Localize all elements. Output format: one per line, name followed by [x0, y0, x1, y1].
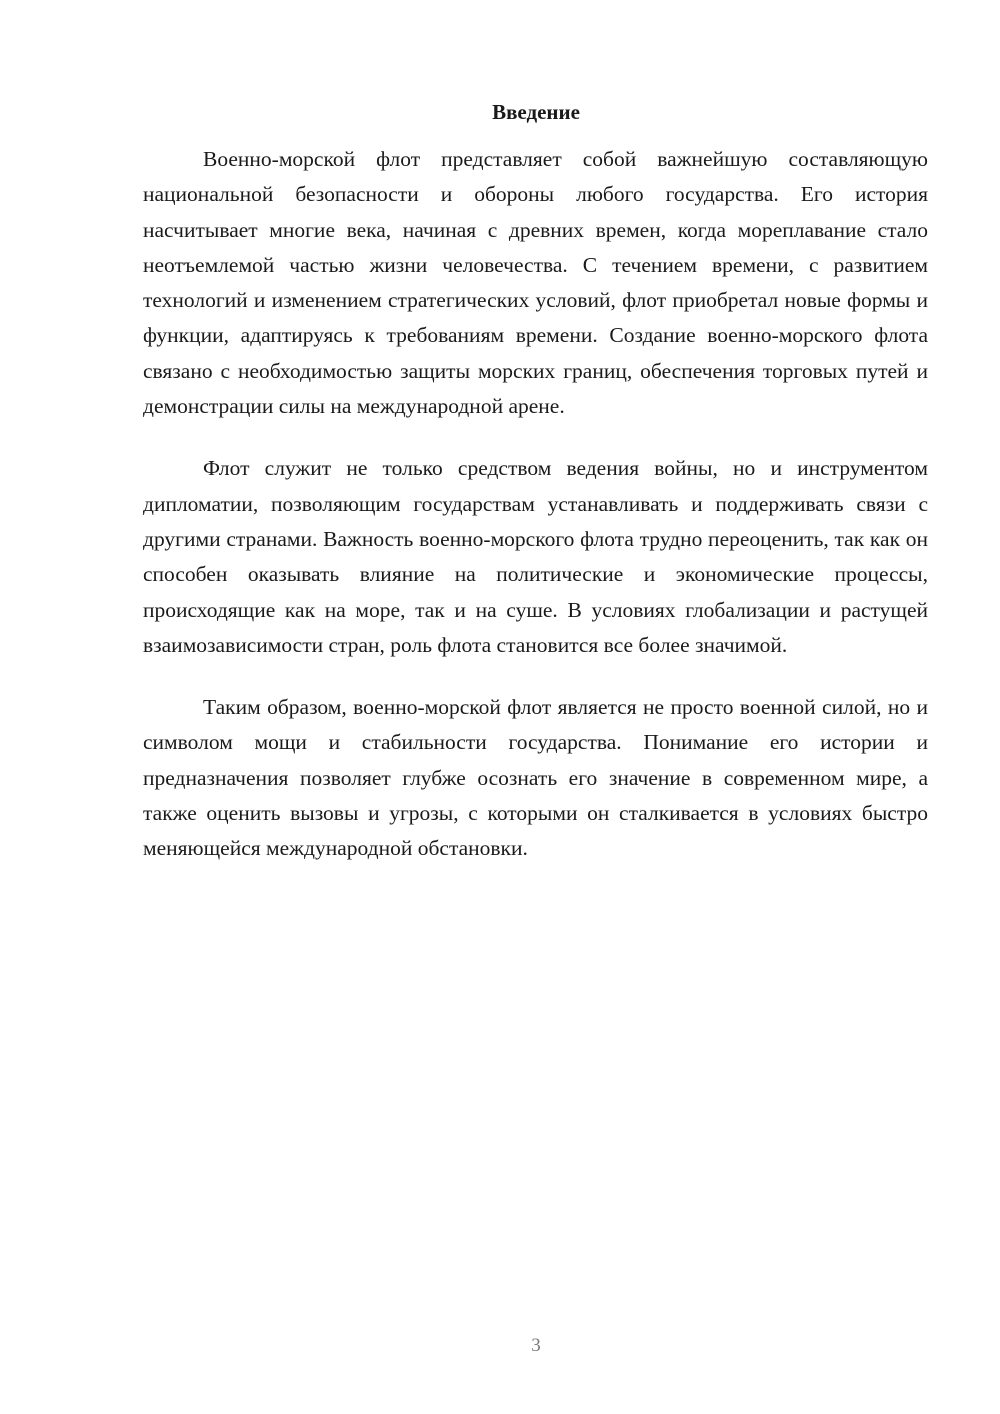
body-text: [143, 142, 928, 894]
page-number: 3: [531, 1335, 541, 1356]
paragraph-1: Военно-морской флот представляет собой важнейшую составляющую национальной безопасности и обороны любого государства. Его история насчитывает многие века, начиная с древних времен, когда мореплавание стало неотъемлемой частью жизни человечества. С течением времени, с развитием технологий и изменением стратегических условий, флот приобретал новые формы и функции, адаптируясь к требованиям времени. Создание военно-морского флота связано с необходимостью защиты морских границ, обеспечения торговых путей и демонстрации силы на международной арене.: [143, 147, 928, 419]
section-heading: Введение: [492, 100, 580, 124]
paragraph-3: Таким образом, военно-морской флот является не просто военной силой, но и символом мощи и стабильности государства. Понимание его истории и предназначения позволяет глубже осознать его значение в современном мире, а также оценить вызовы и угрозы, с которыми он сталкивается в условиях быстро меняющейся международной обстановки.: [143, 695, 928, 861]
paragraph-2: Флот служит не только средством ведения войны, но и инструментом дипломатии, позволяющим государствам устанавливать и поддерживать связи с другими странами. Важность военно-морского флота трудно переоценить, так как он способен оказывать влияние на политические и экономические процессы, происходящие как на море, так и на суше. В условиях глобализации и растущей взаимозависимости стран, роль флота становится все более значимой.: [143, 456, 928, 657]
